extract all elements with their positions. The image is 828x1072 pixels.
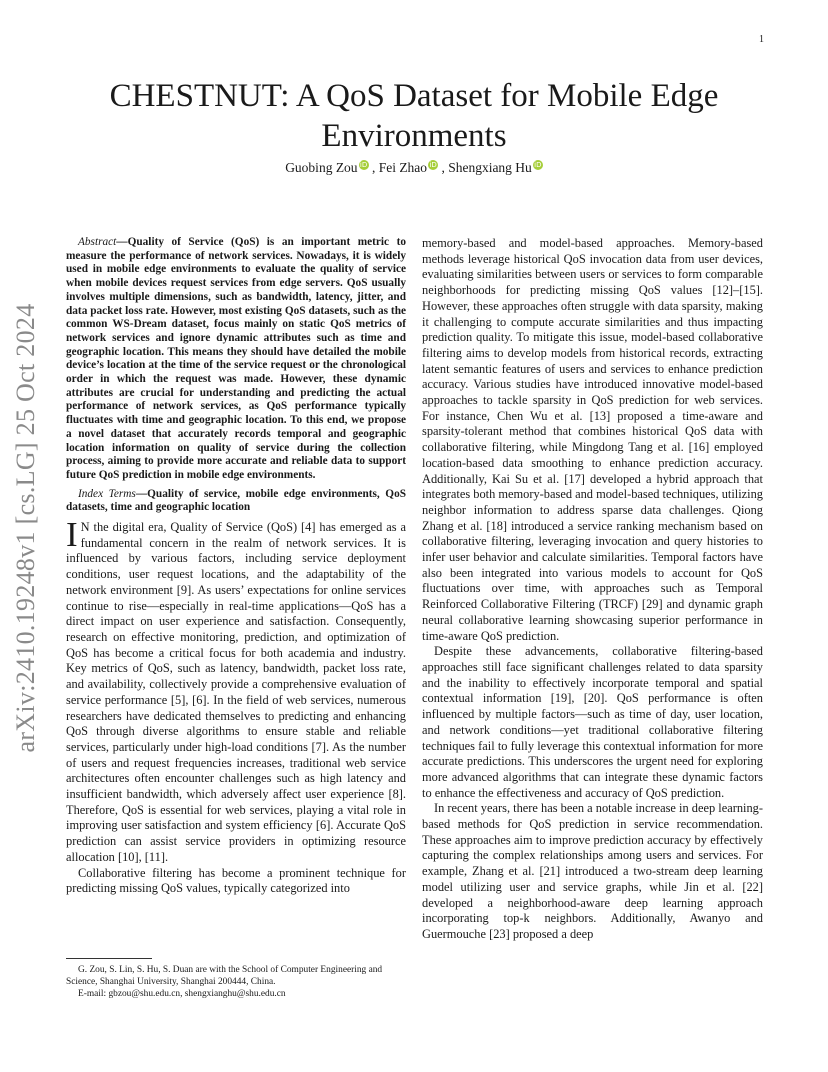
footnote-rule: [66, 958, 152, 959]
body-paragraph: In recent years, there has been a notable increase in deep learning-based methods for QoS prediction in service recommendation. These approaches aim to improve prediction accuracy by effectively capturing the complex relationships among users and services. For example, Zhang et al. [21] introduced a two-stream deep learning model utilizing user and service graphs, while Jin et al. [22] developed a neighborhood-aware deep learning approach incorporating top-k neighbors. Additionally, Awanyo and Guermouche [23] proposed a deep: [422, 801, 763, 941]
index-terms-text: —Quality of service, mobile edge environments, QoS datasets, time and geographic location: [66, 487, 406, 514]
body-paragraph: memory-based and model-based approaches. Memory-based methods leverage historical QoS invocation data from user devices, evaluating similarities between users or services to form comparable neighborhoods for predicting missing QoS values [12]–[15]. However, these approaches often struggle with data sparsity, making it challenging to compute accurate similarities and thus impacting prediction quality. To mitigate this issue, model-based collaborative filtering aims to develop models from historical records, extracting latent semantic features of users and services to enhance prediction accuracy. Various studies have introduced innovative model-based approaches to tackle sparsity in QoS prediction for web services. For instance, Chen Wu et al. [13] proposed a time-aware and sparsity-tolerant method that combines historical QoS data with collaborative filtering, while Mingdong Tang et al. [16] employed location-based data smoothing to enhance prediction accuracy. Additionally, Kai Su et al. [17] developed a hybrid approach that integrates both memory-based and model-based techniques, utilizing neighbor information to address sparse data challenges. Qiong Zhang et al. [18] introduced a service ranking mechanism based on collaborative filtering, leveraging invocation and query histories to infer user behavior and calculate similarities. Temporal factors have also been integrated into various models to account for QoS fluctuations over time, with approaches such as Temporal Reinforced Collaborative Filtering (TRCF) [29] and dynamic graph neural collaborative learning showcasing superior performance in time-aware QoS prediction.: [422, 236, 763, 643]
left-column: [66, 236, 406, 897]
footnote-email: E-mail: gbzou@shu.edu.cn, shengxianghu@shu.edu.cn: [78, 989, 286, 999]
paper-title: CHESTNUT: A QoS Dataset for Mobile Edge Environments: [109, 78, 719, 154]
intro-first-word: N: [80, 520, 90, 535]
index-terms-label: Index Terms: [78, 487, 136, 500]
body-paragraph: Despite these advancements, collaborative filtering-based approaches still face significant challenges related to data sparsity and the inability to effectively incorporate temporal and spatial contextual information [19], [20]. QoS performance is often influenced by multiple factors—such as time of day, user location, and network conditions—yet traditional collaborative filtering techniques fail to fully leverage this contextual information for more accurate predictions. This underscores the urgent need for exploring more advanced algorithms that can integrate these dynamic factors to enhance the effectiveness and accuracy of QoS prediction.: [422, 644, 763, 800]
author-list: [60, 160, 768, 176]
arxiv-watermark: [12, 288, 40, 768]
drop-cap: I: [66, 515, 78, 555]
footnote: [66, 964, 410, 1000]
arxiv-id: arXiv:2410.19248v1 [cs.LG] 25 Oct 2024: [11, 303, 40, 753]
right-column: [422, 236, 763, 943]
index-terms: [66, 488, 406, 515]
abstract: [66, 236, 406, 483]
intro-paragraph: [66, 515, 406, 865]
footnote-affiliation: G. Zou, S. Lin, S. Hu, S. Duan are with the School of Computer Engineering and Science, Shanghai University, Shanghai 200444, China.: [66, 965, 383, 987]
orcid-icon[interactable]: iD: [359, 161, 368, 169]
author-name: Shengxiang Hu: [448, 160, 532, 175]
abstract-label: Abstract: [78, 236, 117, 248]
page-number: 1: [759, 34, 764, 45]
author-separator: ,: [368, 160, 379, 175]
author-separator: ,: [438, 160, 449, 175]
body-paragraph: Collaborative filtering has become a prominent technique for predicting missing QoS values, typically categorized into: [66, 865, 406, 896]
author-name: Fei Zhao: [378, 160, 428, 175]
orcid-icon[interactable]: iD: [534, 161, 542, 169]
author-name: Guobing Zou: [285, 160, 358, 175]
orcid-icon[interactable]: iD: [429, 161, 437, 169]
intro-text: the digital era, Quality of Service (QoS) [4] has emerged as a fundamental concern in the realm of network services. It is influenced by various factors, including service deployment conditions, user request locations, and the adaptability of the network environment [9]. As users’ expectations for online services continue to rise—especially in real-time applications—QoS has a direct impact on user experience and satisfaction. Consequently, research on effective monitoring, prediction, and optimization of QoS has become a critical focus for both academia and industry. Key metrics of QoS, such as latency, bandwidth, packet loss rate, and availability, collectively provide a comprehensive evaluation of service performance [5], [6]. In the field of web services, numerous researchers have dedicated themselves to predicting and enhancing QoS through diverse algorithms to ensure stable and reliable services, particularly under high-load conditions [7]. As the number of users and request frequencies increases, traditional web service architectures often encounter challenges such as high latency and insufficient bandwidth, which adversely affect user experience [8]. Therefore, QoS is essential for web services, playing a vital role in improving user satisfaction and system efficiency [6]. Accurate QoS prediction can assist service providers in optimizing resource allocation [10], [11].: [66, 520, 406, 864]
abstract-text: —Quality of Service (QoS) is an important metric to measure the performance of network services. Nowadays, it is widely used in mobile edge environments to evaluate the quality of service when mobile devices request services from edge servers. QoS usually involves multiple dimensions, such as bandwidth, latency, jitter, and data packet loss rate. However, most existing QoS datasets, such as the common WS-Dream dataset, focus mainly on static QoS metrics of network services and ignore dynamic attributes such as time and geographic location. This means they should have detailed the mobile device’s location at the time of the service request or the chronological order in which the request was made. However, these dynamic attributes are crucial for understanding and predicting the actual performance of network services, as QoS performance typically fluctuates with time and geographic location. To this end, we propose a novel dataset that accurately records temporal and geographic location information on quality of service during the collection process, aiming to provide more accurate and reliable data to support future QoS prediction in mobile edge environments.: [66, 236, 406, 481]
